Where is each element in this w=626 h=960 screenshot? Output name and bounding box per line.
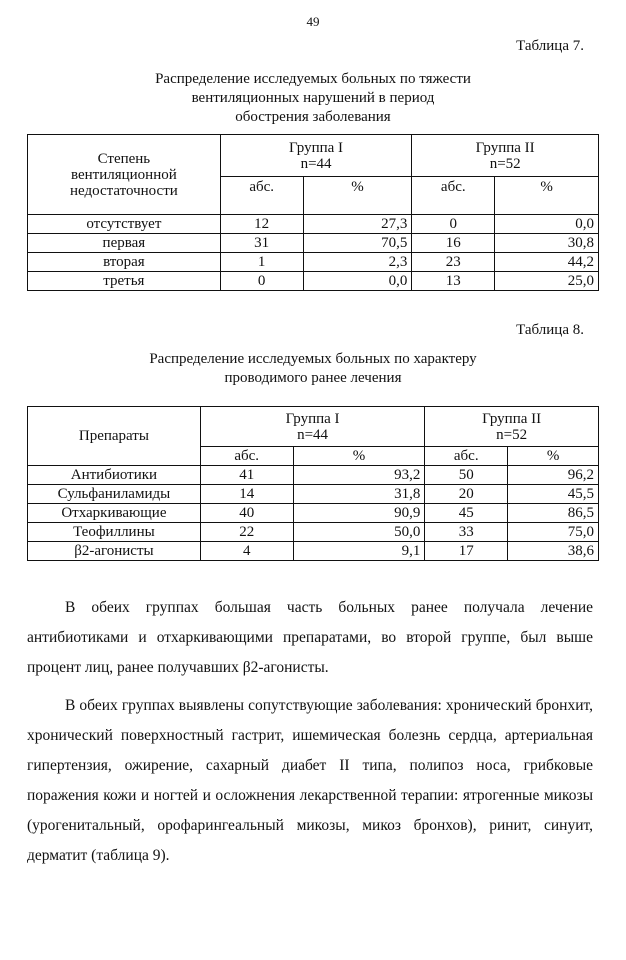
group-name: Группа I [285, 410, 340, 427]
table-row [28, 272, 599, 291]
cell-value: 50 [425, 466, 508, 485]
row-label: Сульфаниламиды [28, 485, 201, 504]
cell-value: 40 [200, 504, 293, 523]
table-row [28, 253, 599, 272]
cell-value: 0 [412, 215, 495, 234]
table8-sub-pct: % [293, 447, 425, 466]
table8-label: Таблица 8. [516, 322, 584, 338]
table-row [28, 466, 599, 485]
cell-value: 86,5 [508, 504, 599, 523]
table8-sub-pct: % [508, 447, 599, 466]
table7-label: Таблица 7. [516, 38, 584, 54]
table8-caption-line: проводимого ранее лечения [224, 370, 402, 386]
cell-value: 0,0 [495, 215, 599, 234]
header-line: Степень [97, 150, 151, 167]
table8-header-drugs: Препараты [28, 407, 201, 466]
row-label: Отхаркивающие [28, 504, 201, 523]
row-label: отсутствует [28, 215, 221, 234]
table-row [28, 542, 599, 561]
cell-value: 50,0 [293, 523, 425, 542]
cell-value: 44,2 [495, 253, 599, 272]
cell-value: 70,5 [303, 234, 412, 253]
group-name: Группа I [289, 139, 344, 156]
cell-value: 0 [220, 272, 303, 291]
body-text [27, 593, 593, 871]
cell-value: 96,2 [508, 466, 599, 485]
cell-value: 75,0 [508, 523, 599, 542]
table7-caption-line: обострения заболевания [235, 109, 391, 125]
table8-caption-line: Распределение исследуемых больных по характеру [149, 351, 477, 367]
table7-sub-pct: % [495, 177, 599, 215]
group-name: Группа II [482, 410, 542, 427]
cell-value: 12 [220, 215, 303, 234]
cell-value: 27,3 [303, 215, 412, 234]
table7-caption [0, 70, 626, 127]
table8-header-group1 [200, 407, 425, 447]
page-number: 49 [306, 14, 320, 29]
table-row [28, 485, 599, 504]
table7-sub-pct: % [303, 177, 412, 215]
cell-value: 13 [412, 272, 495, 291]
cell-value: 0,0 [303, 272, 412, 291]
cell-value: 41 [200, 466, 293, 485]
cell-value: 1 [220, 253, 303, 272]
table7-caption-line: Распределение исследуемых больных по тяжести [155, 71, 471, 87]
header-line: вентиляционной [70, 166, 177, 183]
table8-caption [0, 350, 626, 388]
group-count: n=52 [489, 155, 521, 172]
group-count: n=44 [297, 426, 329, 443]
table7-caption-line: вентиляционных нарушений в период [191, 90, 435, 106]
table-row [28, 504, 599, 523]
table8 [27, 406, 599, 561]
cell-value: 4 [200, 542, 293, 561]
cell-value: 2,3 [303, 253, 412, 272]
table-row [28, 215, 599, 234]
cell-value: 33 [425, 523, 508, 542]
row-label: Теофиллины [28, 523, 201, 542]
cell-value: 31 [220, 234, 303, 253]
table7 [27, 134, 599, 291]
cell-value: 90,9 [293, 504, 425, 523]
row-label: третья [28, 272, 221, 291]
table8-header-group2 [425, 407, 599, 447]
table7-header-degree [28, 135, 221, 215]
cell-value: 30,8 [495, 234, 599, 253]
cell-value: 45,5 [508, 485, 599, 504]
cell-value: 23 [412, 253, 495, 272]
table7-header-group1 [220, 135, 412, 177]
paragraph: В обеих группах выявлены сопутствующие заболевания: хронический бронхит, хронический поверхностный гастрит, ишемическая болезнь сердца, артериальная гипертензия, ожирение, сахарный диабет II типа, полипоз носа, грибковые поражения кожи и ногтей и осложнения лекарственной терапии: ятрогенные микозы (урогенитальный, орофарингеальный микозы, микоз бронхов), ринит, синуит, дерматит (таблица 9). [27, 697, 593, 864]
cell-value: 25,0 [495, 272, 599, 291]
table-row [28, 234, 599, 253]
table8-sub-abs: абс. [425, 447, 508, 466]
paragraph: В обеих группах большая часть больных ранее получала лечение антибиотиками и отхаркивающими препаратами, во второй группе, был выше процент лиц, ранее получавших β2-агонисты. [27, 599, 593, 676]
cell-value: 31,8 [293, 485, 425, 504]
cell-value: 22 [200, 523, 293, 542]
group-name: Группа II [475, 139, 535, 156]
cell-value: 20 [425, 485, 508, 504]
group-count: n=52 [496, 426, 528, 443]
header-line: недостаточности [69, 182, 178, 199]
table7-header-group2 [412, 135, 599, 177]
row-label: Антибиотики [28, 466, 201, 485]
table-row [28, 523, 599, 542]
row-label: вторая [28, 253, 221, 272]
table7-sub-abs: абс. [220, 177, 303, 215]
table7-sub-abs: абс. [412, 177, 495, 215]
cell-value: 93,2 [293, 466, 425, 485]
cell-value: 17 [425, 542, 508, 561]
cell-value: 38,6 [508, 542, 599, 561]
row-label: β2-агонисты [28, 542, 201, 561]
group-count: n=44 [300, 155, 332, 172]
cell-value: 16 [412, 234, 495, 253]
row-label: первая [28, 234, 221, 253]
table8-sub-abs: абс. [200, 447, 293, 466]
cell-value: 14 [200, 485, 293, 504]
cell-value: 9,1 [293, 542, 425, 561]
cell-value: 45 [425, 504, 508, 523]
